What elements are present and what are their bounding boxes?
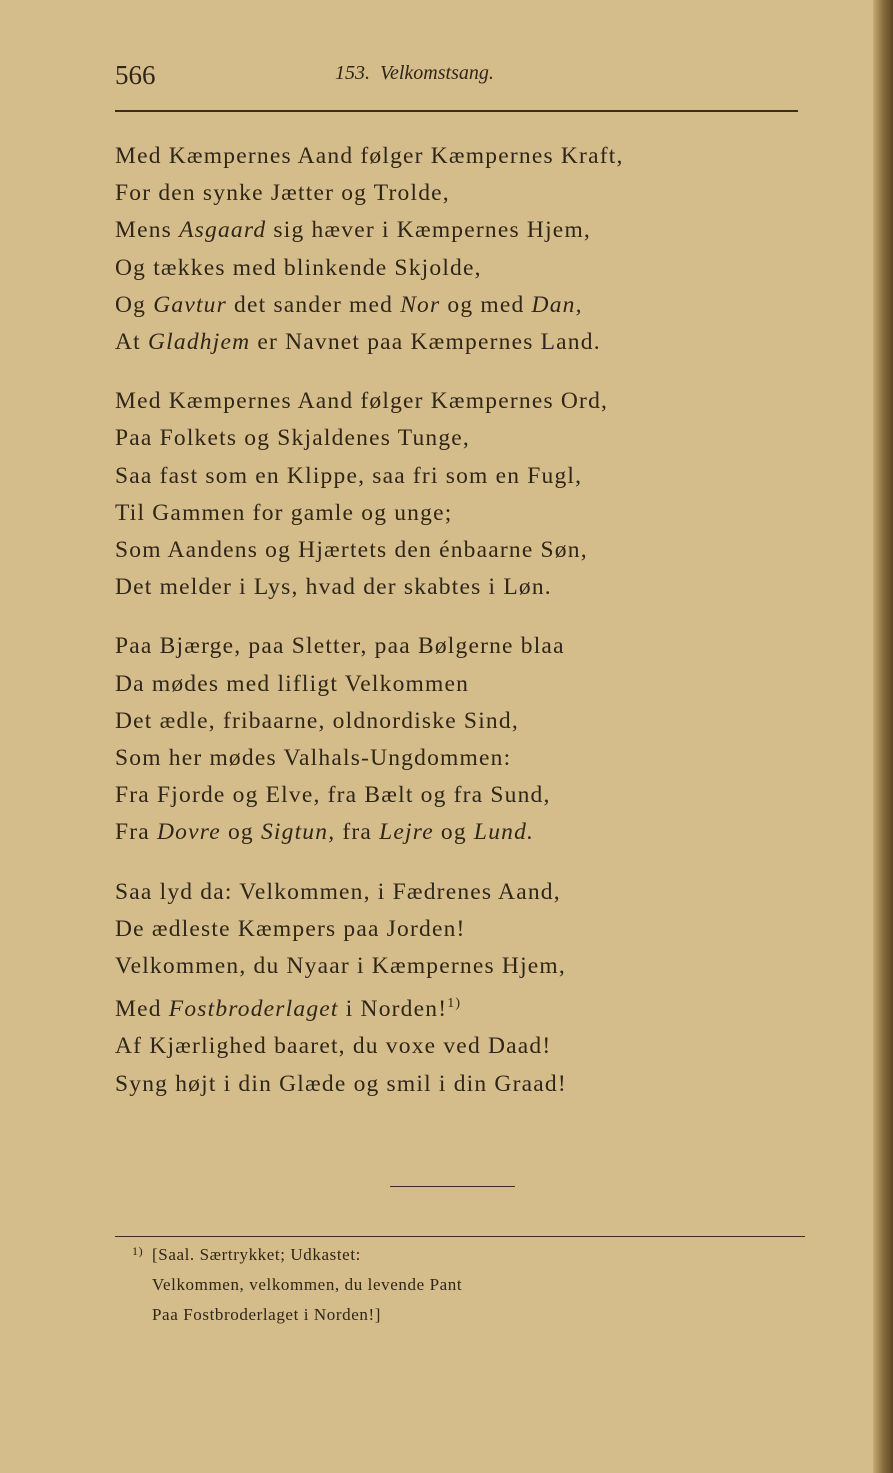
- verse-line: [115, 628, 624, 665]
- verse-line: [115, 911, 624, 948]
- verse-line: [115, 1066, 624, 1103]
- text-segment: Mens: [115, 217, 180, 244]
- italic-name: Gladhjem: [147, 329, 251, 356]
- verse-line: [115, 703, 624, 740]
- text-segment: og: [220, 819, 261, 846]
- text-segment: Syng højt i din Glæde og smil i din Graad!: [115, 1070, 567, 1097]
- text-segment: Som her mødes Valhals-Ungdommen:: [115, 745, 512, 772]
- verse-line: [115, 287, 624, 324]
- text-segment: Og: [115, 291, 154, 318]
- verse-line: [115, 666, 624, 703]
- footnote-reference: 1): [447, 996, 462, 1012]
- text-segment: For den synke Jætter og Trolde,: [115, 180, 450, 207]
- verse-line: [115, 458, 624, 495]
- text-segment: sig hæver i Kæmpernes Hjem,: [266, 217, 591, 244]
- italic-name: Gavtur: [153, 291, 227, 318]
- stanza: [115, 383, 624, 606]
- text-segment: Paa Bjærge, paa Sletter, paa Bølgerne blaa: [115, 633, 565, 660]
- verse-line: [115, 569, 624, 606]
- text-segment: og med: [440, 291, 532, 318]
- italic-name: Lejre: [379, 819, 434, 846]
- text-segment: det sander med: [226, 291, 401, 318]
- text-segment: Da mødes med lifligt Velkommen: [115, 670, 470, 697]
- verse-line: [115, 985, 624, 1028]
- verse-line: [115, 1028, 624, 1065]
- page-edge: [873, 0, 893, 1473]
- stanza: [115, 874, 624, 1103]
- verse-line: [115, 138, 624, 175]
- text-segment: Velkommen, du Nyaar i Kæmpernes Hjem,: [115, 953, 566, 980]
- text-segment: er Navnet paa Kæmpernes Land.: [250, 329, 601, 356]
- text-segment: Som Aandens og Hjærtets den énbaarne Søn,: [115, 537, 588, 564]
- footnote-line: [Saal. Særtrykket; Udkastet:: [152, 1245, 361, 1264]
- italic-name: Sigtun,: [260, 819, 336, 846]
- text-segment: og: [433, 819, 474, 846]
- italic-name: Lund.: [473, 819, 535, 846]
- verse-line: [115, 948, 624, 985]
- song-number: 153.: [335, 62, 370, 84]
- running-header: [335, 62, 504, 85]
- text-segment: Til Gammen for gamle og unge;: [115, 499, 453, 526]
- footnote-line: Paa Fostbroderlaget i Norden!]: [152, 1305, 382, 1324]
- text-segment: Det melder i Lys, hvad der skabtes i Løn.: [115, 574, 552, 601]
- stanza: [115, 138, 624, 361]
- footnote: [132, 1240, 463, 1330]
- italic-name: Fostbroderlaget: [168, 996, 339, 1023]
- text-segment: De ædleste Kæmpers paa Jorden!: [115, 915, 466, 942]
- text-segment: Saa lyd da: Velkommen, i Fædrenes Aand,: [115, 878, 561, 905]
- text-segment: Det ædle, fribaarne, oldnordiske Sind,: [115, 707, 519, 734]
- text-segment: fra: [335, 819, 380, 846]
- italic-name: Asgaard: [179, 217, 267, 244]
- text-segment: i Norden!: [338, 996, 448, 1023]
- verse-line: [115, 532, 624, 569]
- verse-line: [115, 740, 624, 777]
- verse-line: [115, 324, 624, 361]
- footnote-line: Velkommen, velkommen, du levende Pant: [152, 1275, 463, 1294]
- footnote-marker: 1): [132, 1244, 144, 1258]
- text-segment: Af Kjærlighed baaret, du voxe ved Daad!: [115, 1033, 552, 1060]
- page-number: 566: [115, 60, 156, 90]
- text-segment: Fra Fjorde og Elve, fra Bælt og fra Sund,: [115, 782, 551, 809]
- header-rule: [115, 110, 798, 112]
- footnote-rule: [115, 1236, 805, 1237]
- verse-line: [115, 874, 624, 911]
- verse-line: [115, 250, 624, 287]
- verse-line: [115, 383, 624, 420]
- italic-name: Dan,: [531, 291, 583, 318]
- verse-line: [115, 212, 624, 249]
- verse-line: [115, 495, 624, 532]
- verse-line: [115, 777, 624, 814]
- text-segment: Med: [115, 996, 169, 1023]
- italic-name: Dovre: [157, 819, 221, 846]
- poem-body: [115, 138, 624, 1125]
- text-segment: Med Kæmpernes Aand følger Kæmpernes Ord,: [115, 388, 609, 415]
- verse-line: [115, 814, 624, 851]
- verse-line: [115, 175, 624, 212]
- text-segment: At: [115, 329, 148, 356]
- stanza: [115, 628, 624, 851]
- text-segment: Med Kæmpernes Aand følger Kæmpernes Kraft,: [115, 143, 624, 169]
- text-segment: Og tækkes med blinkende Skjolde,: [115, 254, 482, 281]
- song-title: Velkomstsang.: [380, 62, 494, 84]
- verse-line: [115, 420, 624, 457]
- end-rule: [390, 1186, 515, 1187]
- italic-name: Nor: [400, 291, 441, 318]
- text-segment: Fra: [115, 819, 158, 846]
- text-segment: Paa Folkets og Skjaldenes Tunge,: [115, 425, 471, 452]
- text-segment: Saa fast som en Klippe, saa fri som en Fugl,: [115, 462, 583, 489]
